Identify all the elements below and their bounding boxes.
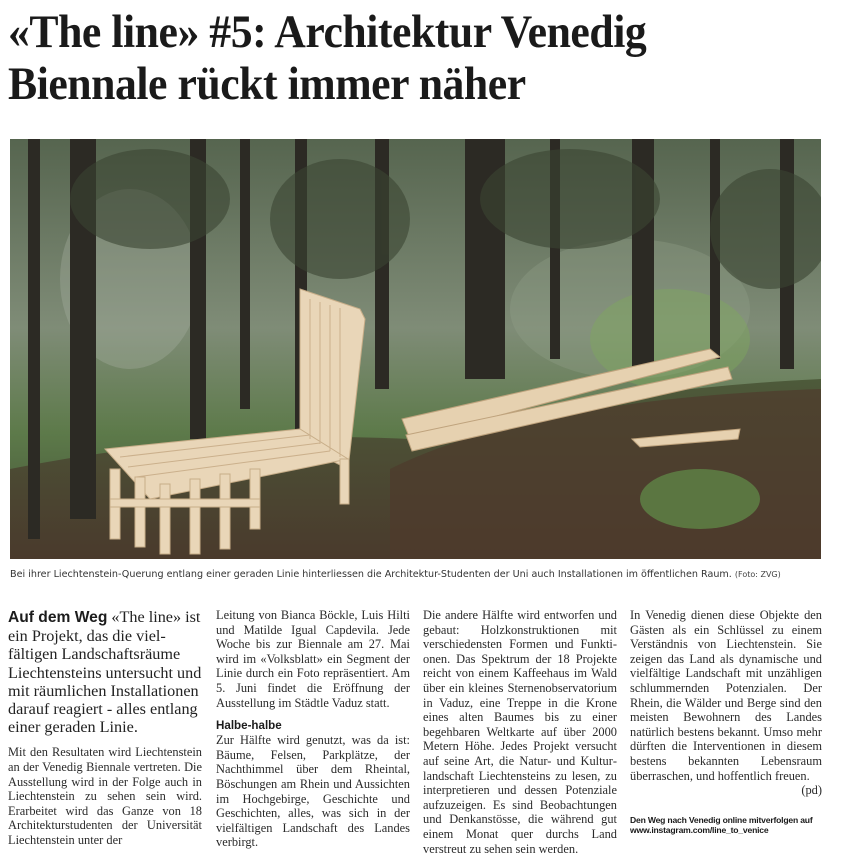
body-paragraph: Die andere Hälfte wird entworfen und gebaut: Holzkonstruktionen mit verschiedensten Formen und Funktionen. Das Spektrum der 18 Projekte reicht von einem Kaffeehaus im Wald über ein kleines Sternenobservatorium in Vaduz, eine Treppe in die Krone eines alten Baumes bis zu einer begehbaren Weltkarte auf über 2000 Metern Höhe. Jedes Projekt versucht auf seine Art, die Natur- und Kulturlandschaft Liechtensteins zu lesen, zu interpretieren und dessen Potenziale aufzuzeigen. Es sind Beobachtungen und Denkanstösse, die während gut einem Monat quer durchs Land verstreut zu sehen sein werden.: [423, 608, 617, 856]
body-text: In Venedig dienen diese Objekte den Gästen als ein Schlüssel zu einem Verständnis von Liechtenstein. Sie zeigen das Land als dynamische und vielfältige Landschaft mit unzähligen schlummernden Potenzialen. Der Rhein, die Wälder und Berge sind den meisten Bewohnern des Landes natürlich bestens bekannt. Umso mehr dürften die Interventionen in diesem bestens bekannten Lebensraum überraschen, und hoffentlich freuen.: [630, 608, 822, 783]
body-paragraph: [630, 608, 822, 798]
body-paragraph: Leitung von Bianca Böckle, Luis Hilti und Matilde Igual Capdevila. Jede Woche bis zur Biennale am 27. Mai wird im «Volksblatt» ein Segment der Linie durch ein Foto repräsentiert. Am 5. Juni findet die Eröffnung der Ausstellung im Städtle Vaduz statt.: [216, 608, 410, 710]
photo-credit: (Foto: ZVG): [734, 570, 781, 579]
instagram-promo: [630, 815, 850, 835]
lead-label: Auf dem Weg: [8, 609, 108, 626]
instagram-link[interactable]: www.instagram.com/line_to_venice: [630, 825, 769, 835]
headline: [8, 6, 789, 110]
column-1: [8, 608, 202, 848]
author-signature: (pd): [801, 783, 822, 798]
lead-text: «The line» ist ein Projekt, das die vielfältigen Landschaftsräume Liechtensteins untersucht und mit räumlichen Installationen darauf reagiert - alles entlang einer geraden Linie.: [8, 608, 202, 737]
body-paragraph: Mit den Resultaten wird Liechtenstein an der Venedig Biennale vertreten. Die Ausstellung wird in der Folge auch in Liechtenstein zu sehen sein wird. Erarbeitet wird das Ganze von 18 Architekturstudenten der Universität Liechtenstein unter der: [8, 745, 202, 847]
column-4: [630, 608, 822, 798]
headline-line-1: «The line» #5: Architektur Venedig: [8, 6, 647, 58]
article-photo: [10, 139, 821, 559]
promo-text: Den Weg nach Venedig online mitverfolgen auf: [630, 815, 813, 825]
caption-text: Bei ihrer Liechtenstein-Querung entlang einer geraden Linie hinterliessen die Architektur-Studenten der Uni auch Installationen im öffentlichen Raum.: [10, 569, 732, 580]
headline-line-2: Biennale rückt immer näher: [8, 58, 526, 110]
body-paragraph: Zur Hälfte wird genutzt, was da ist: Bäume, Felsen, Parkplätze, der Nachthimmel über dem Rheintal, Böschungen am Rhein und Aussichten im Hochgebirge, Geschichte und Geschichten, alles, was sich in der vielfältigen Landschaft des Landes verbirgt.: [216, 733, 410, 850]
lead-paragraph: [8, 608, 202, 736]
subheading: Halbe-halbe: [216, 719, 282, 733]
column-2: [216, 608, 410, 850]
forest-installation-image: [10, 139, 821, 559]
column-3: [423, 608, 617, 856]
photo-caption: [10, 568, 850, 582]
